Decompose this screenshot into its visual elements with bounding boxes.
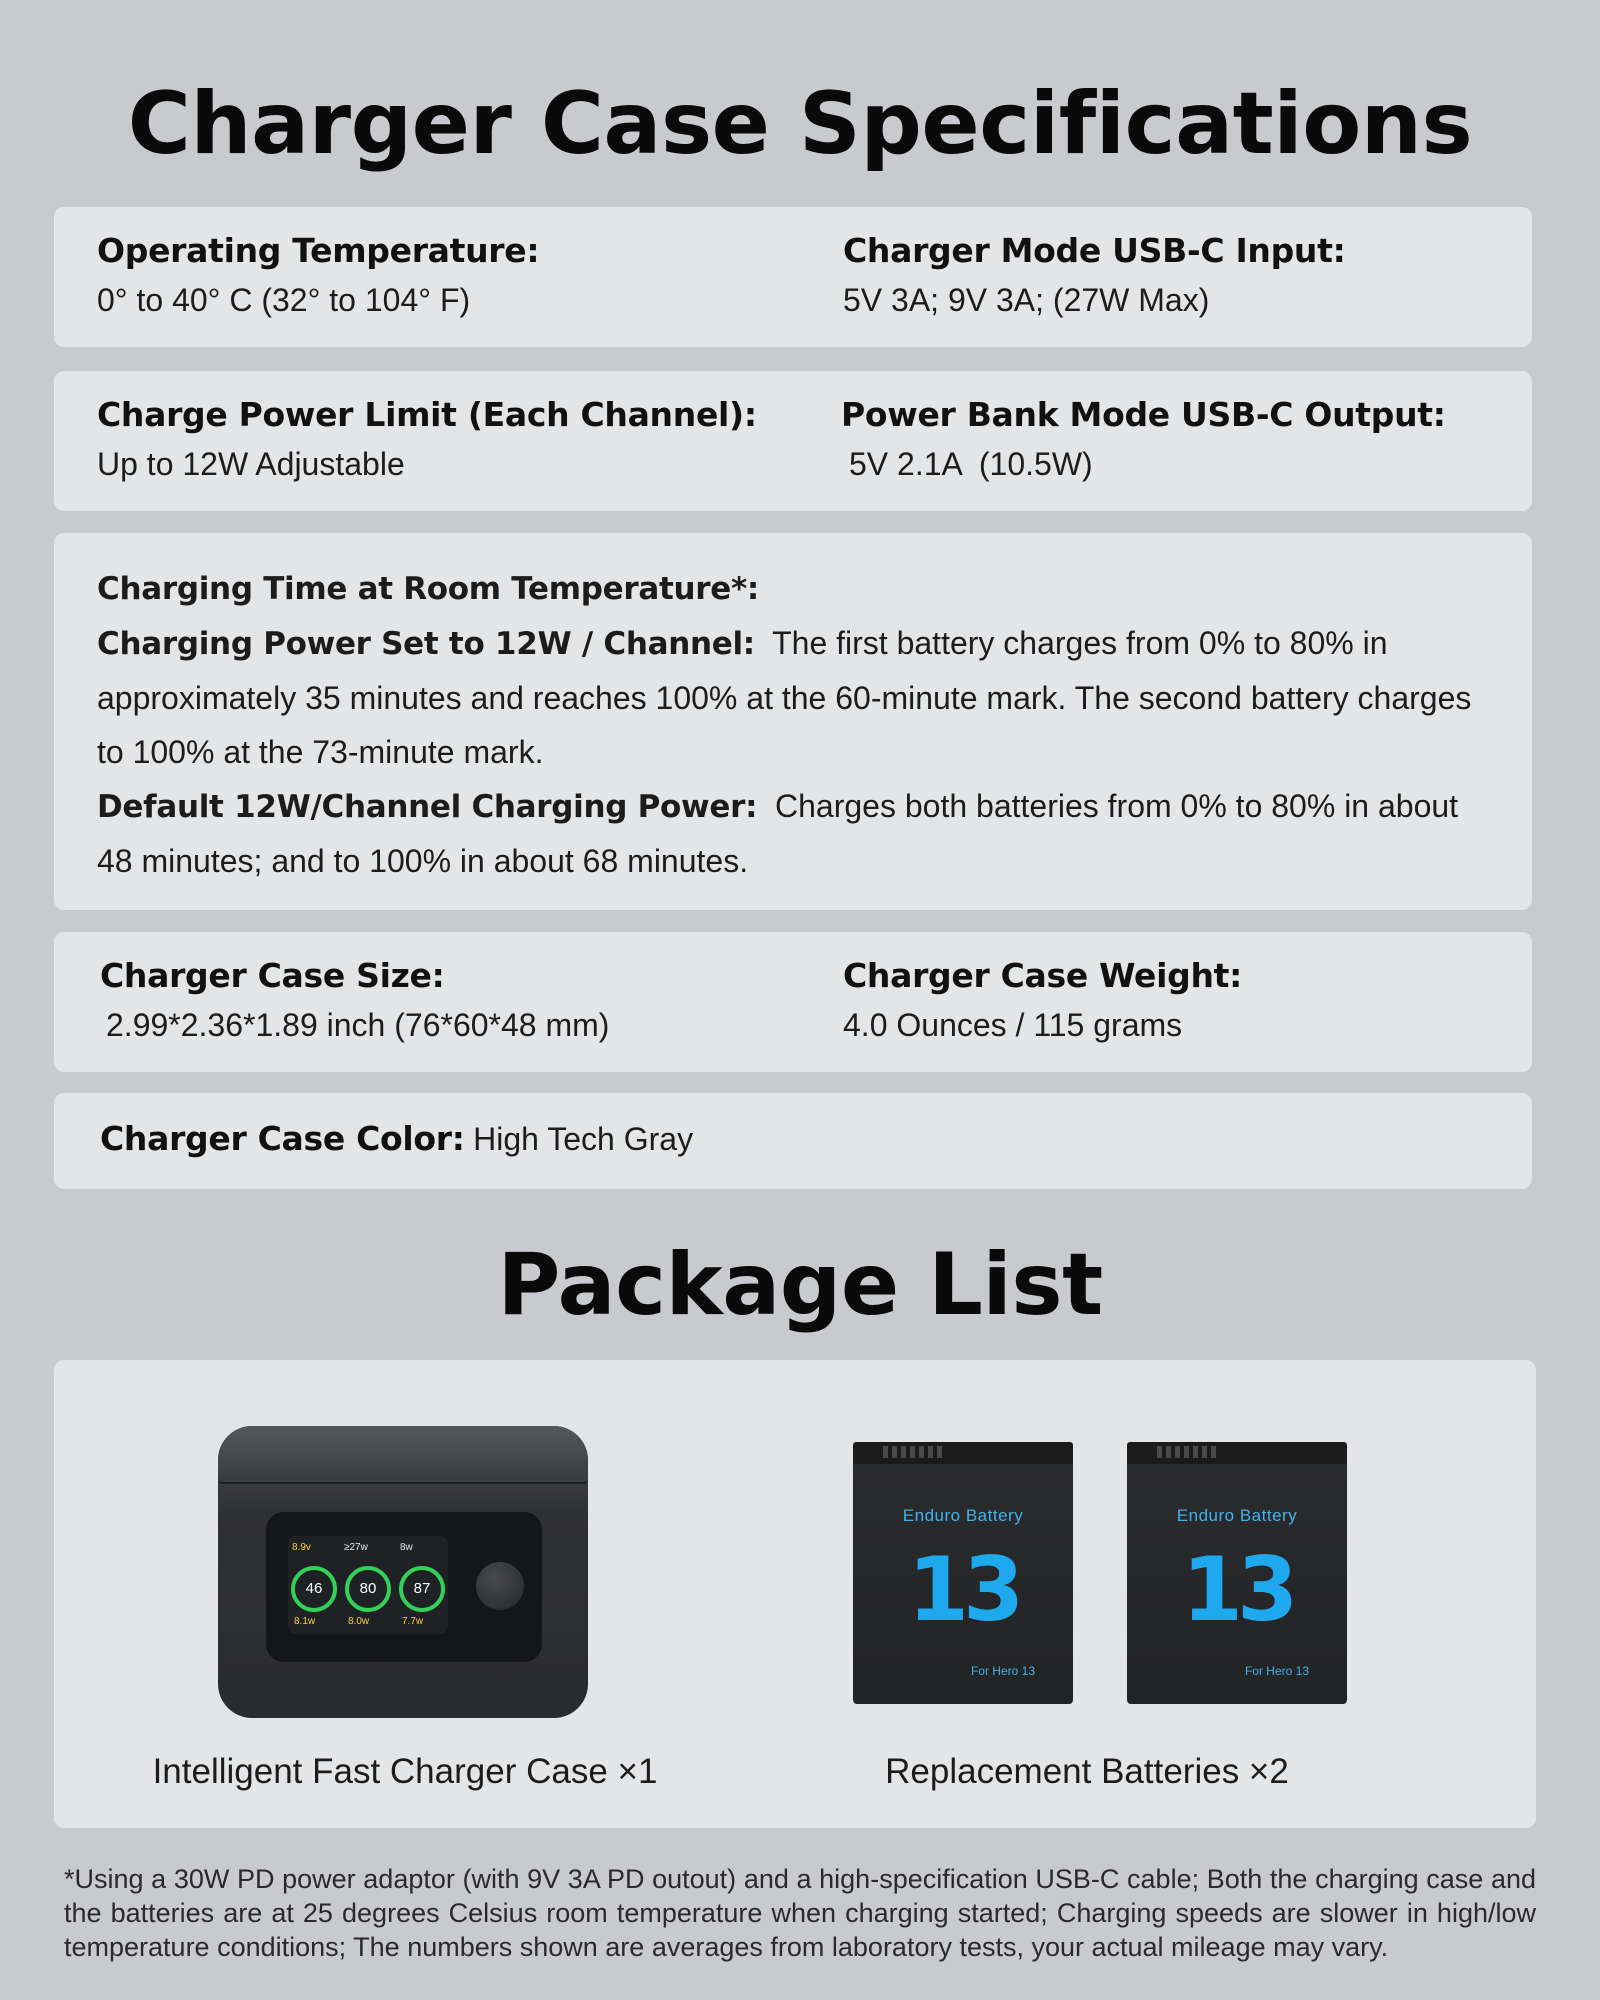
spec-label: Charger Case Color: <box>100 1119 465 1158</box>
battery-number: 13 <box>907 1538 1019 1641</box>
spec-label: Charger Mode USB-C Input: <box>843 231 1346 270</box>
spec-card-power <box>54 371 1532 511</box>
spec-charge-power-limit <box>97 395 757 483</box>
display-voltage: 8.9v <box>292 1542 311 1553</box>
charging-p1-text: The first battery charges from 0% to 80% in approximately 35 minutes and reaches 100% at the 60-minute mark. The second battery charges to 100% at the 73-minute mark. <box>97 625 1472 770</box>
charging-p2-label: Default 12W/Channel Charging Power: <box>97 789 758 825</box>
battery-brand: Enduro Battery <box>902 1506 1024 1525</box>
spec-label: Charge Power Limit (Each Channel): <box>97 395 757 434</box>
spec-operating-temperature <box>97 231 539 319</box>
battery-image-1 <box>853 1442 1073 1704</box>
display-battery-ring-2: 80 <box>345 1566 391 1612</box>
spec-value: 2.99*2.36*1.89 inch (76*60*48 mm) <box>106 1007 610 1043</box>
batteries-caption: Replacement Batteries ×2 <box>885 1752 1289 1791</box>
display-battery-ring-3: 87 <box>399 1566 445 1612</box>
display-channel-1-power: 8.1w <box>294 1616 316 1627</box>
spec-case-color <box>100 1119 693 1158</box>
battery-model: For Hero 13 <box>1244 1664 1309 1678</box>
spec-powerbank-output <box>841 395 1446 483</box>
charging-time-text <box>97 561 1497 888</box>
battery-number: 13 <box>1181 1538 1293 1641</box>
spec-case-weight <box>843 956 1242 1044</box>
charging-heading: Charging Time at Room Temperature*: <box>97 571 759 607</box>
charging-p2-text: Charges both batteries from 0% to 80% in about 48 minutes; and to 100% in about 68 minutes. <box>97 788 1459 879</box>
battery-model: For Hero 13 <box>970 1664 1035 1678</box>
spec-label: Power Bank Mode USB-C Output: <box>841 395 1446 434</box>
spec-value: High Tech Gray <box>473 1121 694 1157</box>
charger-display <box>288 1536 448 1634</box>
spec-label: Charger Case Size: <box>100 956 445 995</box>
display-battery-ring-1: 46 <box>291 1566 337 1612</box>
charger-caption: Intelligent Fast Charger Case ×1 <box>152 1752 658 1791</box>
spec-usbc-input <box>843 231 1346 319</box>
charger-power-button <box>476 1562 524 1610</box>
battery-image-2 <box>1127 1442 1347 1704</box>
spec-case-size <box>100 956 609 1044</box>
footnote: *Using a 30W PD power adaptor (with 9V 3A PD outout) and a high-specification USB-C cable; Both the charging case and the batteries are at 25 degrees Celsius room temperature when charging started; Charging speeds are slower in high/low temperature conditions; The numbers shown are averages from laboratory tests, your actual mileage may vary. <box>64 1864 1536 1962</box>
battery-brand: Enduro Battery <box>1176 1506 1298 1525</box>
display-input-power: ≥27w <box>344 1542 368 1553</box>
package-title: Package List <box>497 1235 1103 1335</box>
spec-value: 5V 2.1A (10.5W) <box>849 446 1093 482</box>
spec-label: Operating Temperature: <box>97 231 540 270</box>
display-channel-3-power: 7.7w <box>402 1616 424 1627</box>
display-output-power: 8w <box>400 1542 413 1553</box>
specs-title: Charger Case Specifications <box>127 74 1473 174</box>
charger-case-image <box>218 1426 588 1718</box>
spec-card-size-weight <box>54 932 1532 1072</box>
spec-value: 5V 3A; 9V 3A; (27W Max) <box>843 282 1210 318</box>
display-channel-2-power: 8.0w <box>348 1616 370 1627</box>
spec-value: 0° to 40° C (32° to 104° F) <box>97 282 471 318</box>
spec-label: Charger Case Weight: <box>843 956 1243 995</box>
charging-p1-label: Charging Power Set to 12W / Channel: <box>97 626 755 662</box>
spec-card-temperature-input <box>54 207 1532 347</box>
spec-value: Up to 12W Adjustable <box>97 446 405 482</box>
spec-card-charging-time <box>54 533 1532 910</box>
spec-value: 4.0 Ounces / 115 grams <box>843 1007 1183 1043</box>
spec-card-color <box>54 1093 1532 1189</box>
